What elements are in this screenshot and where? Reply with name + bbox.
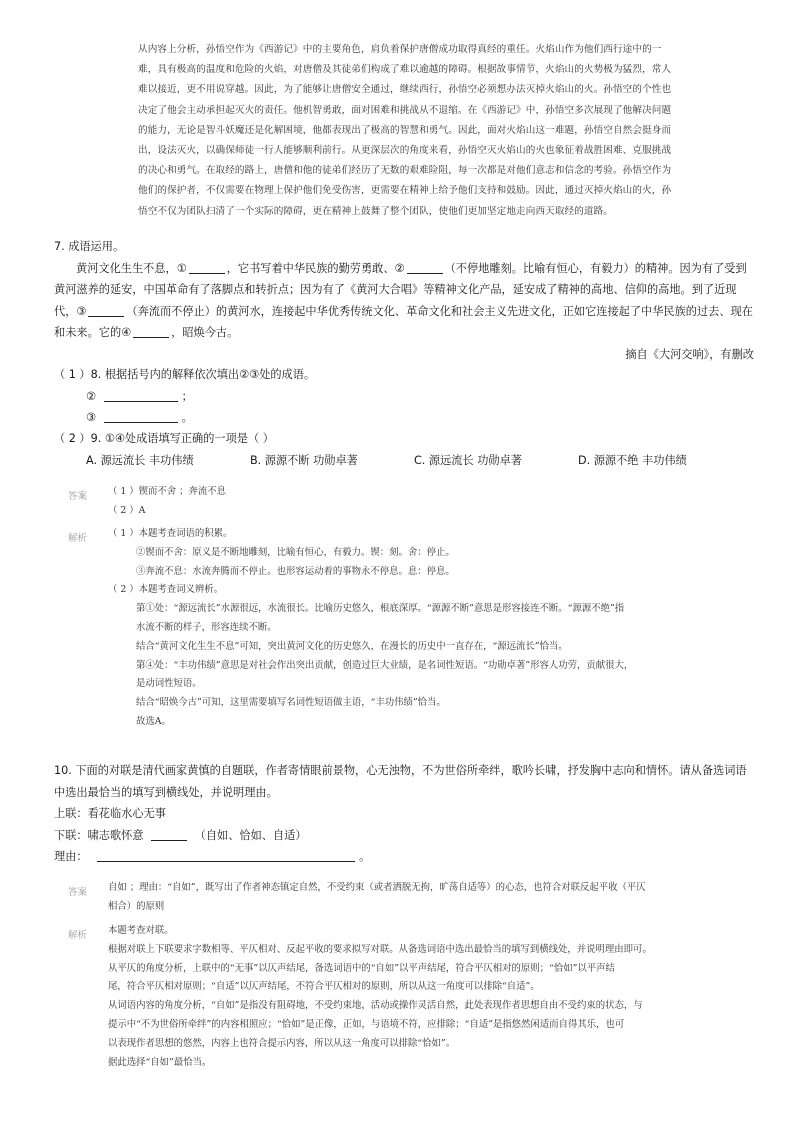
question-7-title: 7. 成语运用。 — [54, 240, 125, 253]
analysis-line: （ 2 ）本题考查词义辨析。 — [108, 584, 224, 596]
analysis-line: 尾，符合平仄相对原则；“自适”以仄声结尾，不符合平仄相对的原则，所以从这一角度可以排除“自适”。 — [108, 981, 540, 993]
analysis-line: 从平仄的角度分析，上联中的“无事”以仄声结尾，备选词语中的“自如”以平声结尾，符合平仄相对的原则；“恰如”以平声结 — [108, 962, 615, 974]
question-9-title: （ 2 ）9. ①④处成语填写正确的一项是（ ） — [54, 432, 274, 445]
analysis-line: 根据对联上下联要求字数相等、平仄相对、反起平收的要求拟写对联。从备选词语中选出最恰当的填写到横线处，并说明理由即可。 — [108, 943, 652, 955]
analysis-label: 解析 — [68, 930, 88, 941]
reason-blank[interactable] — [97, 849, 355, 862]
question-9-options — [54, 450, 754, 472]
analysis-line: （ 1 ）本题考查词语的积累。 — [108, 528, 233, 539]
blank-label: ② — [86, 389, 97, 403]
punctuation: ； — [181, 389, 193, 403]
reason-label: 理由： — [54, 850, 88, 863]
analysis-line: 本题考查对联。 — [108, 925, 174, 936]
passage-line: 悟空不仅为团队扫清了一个实际的障碍，更在精神上鼓舞了整个团队，使他们更加坚定地走向西天取经的道路。 — [138, 205, 613, 217]
blank-1[interactable] — [189, 261, 225, 274]
couplet-lower — [54, 825, 754, 847]
passage-line: 他们的保护者，不仅需要在物理上保护他们免受伤害，更需要在精神上给予他们支持和鼓励。因此，通过灭掉火焰山的火，孙 — [138, 185, 672, 197]
passage-line: 难，具有极高的温度和危险的火焰，对唐僧及其徒弟们构成了难以逾越的障碍。根据故事情节，火焰山的火势极为猛烈，常人 — [138, 64, 672, 76]
couplet-blank[interactable] — [151, 828, 187, 841]
option-a[interactable]: A. 源远流长 丰功伟绩 — [86, 453, 194, 467]
punctuation: 。 — [181, 411, 193, 424]
passage-line: 出，设法灭火，以确保师徒一行人能够顺利前行。从更深层次的角度来看，孙悟空灭火焰山的火也象征着战胜困难、克服挑战 — [138, 145, 672, 157]
analysis-line: 以表现作者思想的悠然，内容上也符合提示内容，所以从这一角度可以排除“恰如”。 — [108, 1037, 456, 1049]
text-segment: ，昭焕今古。 — [171, 326, 239, 339]
blank-2[interactable] — [407, 261, 443, 274]
text-segment: 和未来。它的④ — [54, 326, 132, 339]
question-7-line-3 — [54, 301, 754, 323]
answer-line: 相合）的原则 — [108, 900, 165, 912]
answer-label: 答案 — [68, 491, 88, 502]
text-segment: （自如、恰如、自适） — [194, 828, 307, 842]
punctuation: 。 — [359, 850, 371, 863]
passage-paragraph — [138, 40, 736, 222]
analysis-line: ②锲而不舍：原义是不断地雕刻，比喻有恒心，有毅力。锲：刻。舍：停止。 — [136, 546, 455, 558]
question-10-line-2: 中选出最恰当的填写到横线处，并说明理由。 — [54, 785, 278, 799]
question-9 — [54, 428, 754, 471]
answer-content — [108, 879, 748, 917]
question-10 — [54, 760, 754, 868]
analysis-line: 第①处：“源远流长”水源很远，水流很长。比喻历史悠久，根底深厚。“源源不断”意思是形容接连不断。“源源不绝”指 — [136, 603, 625, 615]
question-8 — [54, 364, 754, 429]
question-7-line-4 — [54, 322, 754, 344]
text-segment: （不停地雕刻。比喻有恒心，有毅力）的精神。因为有了受到 — [444, 261, 747, 275]
text-segment: 黄河文化生生不息，① — [76, 261, 187, 275]
answer-line: （ 1 ）锲而不舍 ；奔流不息 — [108, 486, 227, 497]
reason-row — [54, 846, 754, 868]
analysis-label: 解析 — [68, 533, 88, 544]
analysis-line: 第④处：“丰功伟绩”意思是对社会作出突出贡献，创造过巨大业绩，是名词性短语。“功勋卓著”形容人功劳，贡献很大， — [136, 659, 634, 671]
analysis-line: 结合“黄河文化生生不息”可知，突出黄河文化的历史悠久，在漫长的历史中一直存在，“源远流长”恰当。 — [136, 640, 568, 652]
analysis-content — [108, 525, 748, 732]
text-segment: 下联：啸志歌怀意 — [54, 828, 144, 842]
option-c[interactable]: C. 源远流长 功勋卓著 — [414, 453, 522, 467]
answer-label: 答案 — [68, 887, 88, 898]
analysis-line: 故选A。 — [136, 715, 171, 727]
passage-line: 的能力，无论是智斗妖魔还是化解困境，他都表现出了极高的智慧和勇气。因此，面对火焰山这一难题，孙悟空自然会挺身而 — [138, 124, 672, 136]
answer-blank-3[interactable] — [104, 410, 178, 423]
passage-line: 难以接近，更不用说穿越。因此，为了能够让唐僧安全通过，继续西行，孙悟空必须想办法灭掉火焰山的火。孙悟空的个性也 — [138, 84, 672, 96]
passage-line: 从内容上分析，孙悟空作为《西游记》中的主要角色，肩负着保护唐僧成功取得真经的重任。火焰山作为他们西行途中的一 — [138, 44, 662, 55]
blank-4[interactable] — [133, 325, 169, 338]
analysis-line: 结合“昭焕今古”可知，这里需要填写名词性短语做主语，“丰功伟绩”恰当。 — [136, 697, 446, 709]
answer-content — [108, 483, 226, 521]
passage-line: 的决心和勇气。在取经的路上，唐僧和他的徒弟们经历了无数的艰难险阻，每一次都是对他们意志和信念的考验。孙悟空作为 — [138, 165, 672, 177]
analysis-line: 据此选择“自如”最恰当。 — [108, 1056, 212, 1068]
analysis-line: 从词语内容的角度分析，“自如”是指没有阻碍地，不受约束地，活动或操作灵活自然，此处表现作者思想自由不受约束的状态，与 — [108, 1000, 643, 1012]
question-8-blank-2-row — [54, 386, 754, 408]
answer-blank-2[interactable] — [104, 389, 178, 402]
question-7 — [54, 236, 754, 365]
answer-line: 自如 ；理由：“自如”，既写出了作者神态镇定自然，不受约束（或者洒脱无拘，旷荡自适等）的心态，也符合对联反起平收（平仄 — [108, 882, 646, 893]
analysis-line: 提示中“不为世俗所牵绊”的内容相照应；“恰如”是正像，正如，与语境不符，应排除；“自适”是指悠然闲适而自得其乐，也可 — [108, 1018, 625, 1030]
analysis-content — [108, 922, 748, 1072]
text-segment: （奔流而不停止）的黄河水，连接起中华优秀传统文化、革命文化和社会主义先进文化，正如它连接起了中华民族的过去、现在 — [126, 304, 753, 318]
option-d[interactable]: D. 源源不绝 丰功伟绩 — [578, 453, 687, 467]
question-7-line-1 — [54, 258, 754, 280]
question-7-line-2: 黄河滋养的延安，中国革命有了落脚点和转折点；因为有了《黄河大合唱》等精神文化产品，延安成了精神的高地、信仰的高地。到了近现 — [54, 283, 737, 296]
blank-label: ③ — [86, 411, 97, 424]
analysis-line: ③奔流不息：水流奔腾而不停止。也形容运动着的事物永不停息。息：停息。 — [136, 565, 455, 577]
answer-line: （ 2 ）A — [108, 504, 146, 516]
text-segment: 代，③ — [54, 304, 87, 318]
option-b[interactable]: B. 源源不断 功勋卓著 — [250, 453, 358, 467]
question-8-blank-3-row — [54, 407, 754, 429]
question-7-source: 摘自《大河交响》，有删改 — [625, 347, 754, 361]
question-8-title: （ 1 ）8. 根据括号内的解释依次填出②③处的成语。 — [54, 368, 316, 381]
question-10-line-1: 10. 下面的对联是清代画家黄慎的自题联，作者寄情眼前景物，心无浊物，不为世俗所牵绊，歌吟长啸，抒发胸中志向和情怀。请从备选词语 — [54, 764, 747, 777]
analysis-line: 水流不断的样子，形容连续不断。 — [136, 621, 277, 633]
passage-line: 决定了他会主动承担起灭火的责任。他机智勇敢，面对困难和挑战从不退缩。在《西游记》中，孙悟空多次展现了他解决问题 — [138, 104, 672, 116]
analysis-line: 是动词性短语。 — [136, 678, 202, 690]
text-segment: ，它书写着中华民族的勤劳勇敢、② — [226, 261, 405, 275]
couplet-upper: 上联：看花临水心无事 — [54, 807, 166, 820]
blank-3[interactable] — [88, 304, 124, 317]
